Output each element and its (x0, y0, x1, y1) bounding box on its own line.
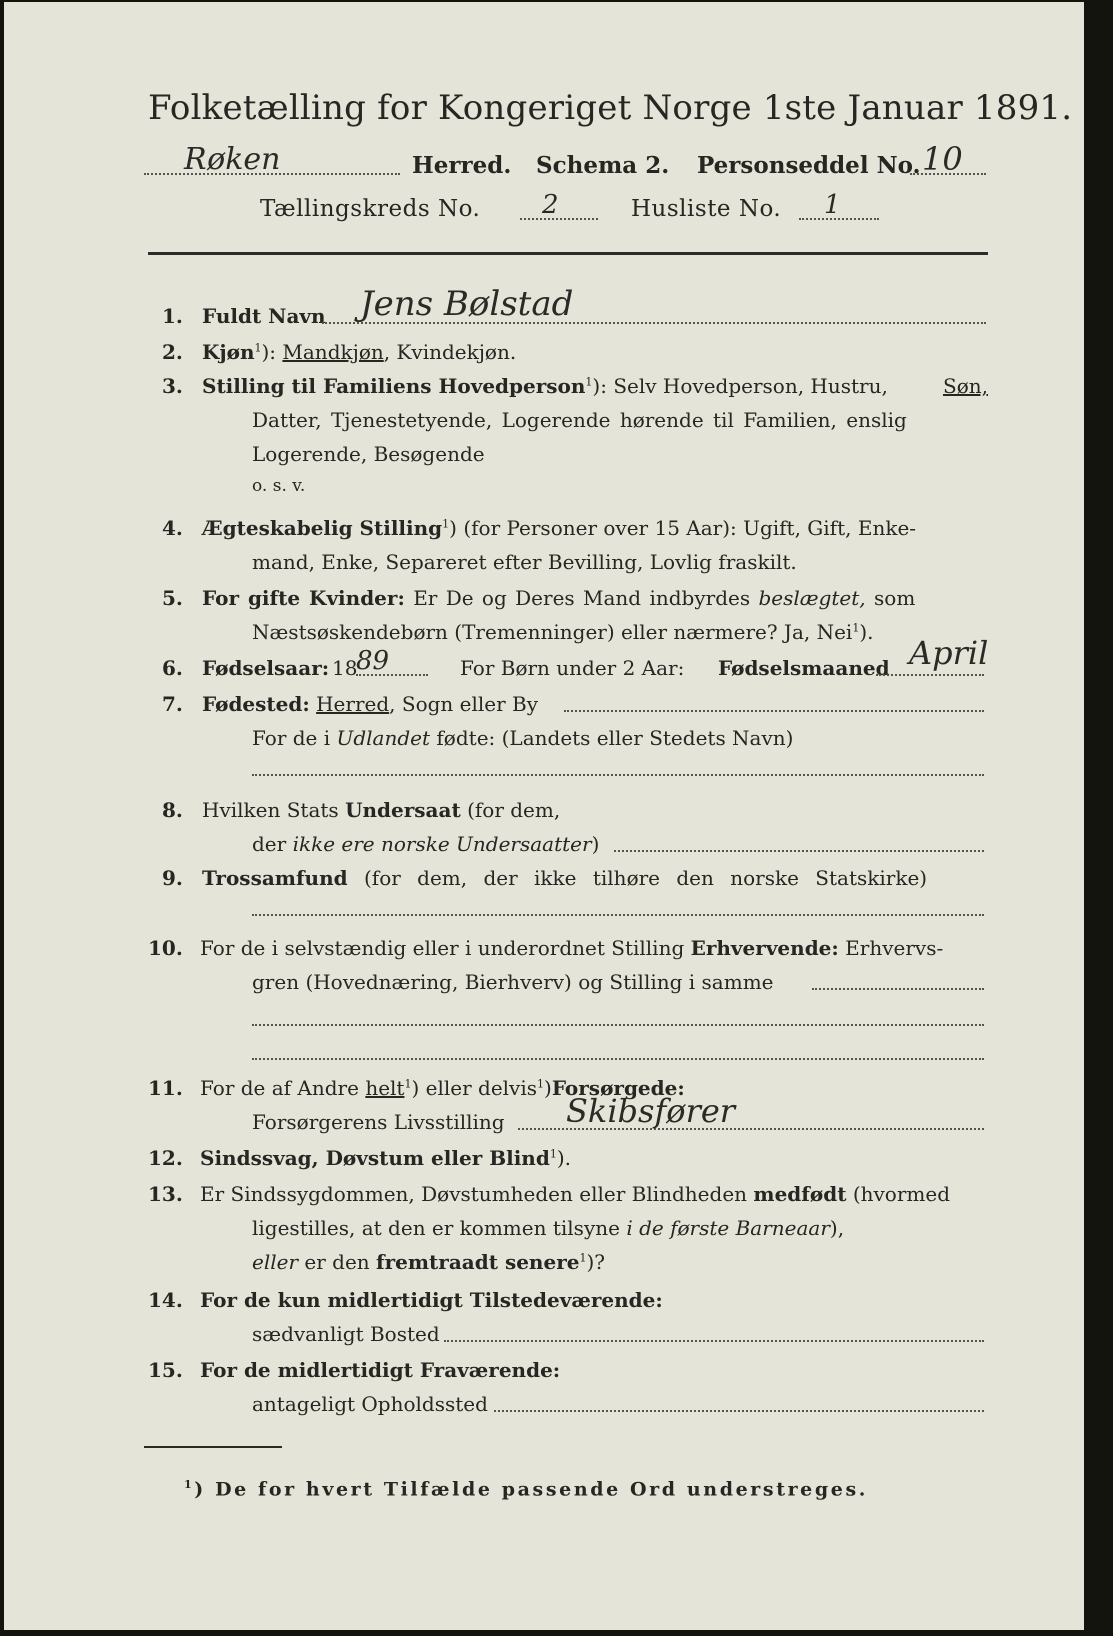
q8-line2 (252, 832, 599, 856)
q7-line1 (202, 692, 538, 716)
taellingskreds-label: Tællingskreds No. (260, 196, 481, 222)
q5-line2-text: Næstsøskendebørn (Tremenninger) eller nærmere? Ja, Nei (252, 620, 853, 644)
schema-label: Schema 2. (536, 152, 670, 179)
q13-line2b: i de første Barneaar (626, 1216, 830, 1240)
q8-line1b: Undersaat (345, 798, 461, 822)
q7-line2a: For de i (252, 726, 331, 750)
q4-line2: mand, Enke, Separeret efter Bevilling, Lovlig fraskilt. (252, 550, 797, 574)
q3-line3: Logerende, Besøgende (252, 442, 485, 466)
form-title: Folketælling for Kongeriget Norge 1ste Januar 1891. (148, 88, 1073, 128)
q5-line2 (252, 620, 873, 644)
q7-label: Fødested: (202, 692, 310, 716)
q7-line2 (252, 726, 793, 750)
q7-line2b: Udlandet (336, 726, 431, 750)
q11-sup-2: 1 (537, 1077, 545, 1091)
q13-line3a: eller (252, 1250, 299, 1274)
q6-month-dotline (876, 674, 984, 676)
q12-end: ). (556, 1146, 571, 1170)
q10-dotline1[interactable] (812, 988, 984, 990)
q11-line1d: Forsørgede: (551, 1076, 685, 1100)
kreds-dotline (520, 218, 598, 220)
q6-label: Fødselsaar: (202, 656, 330, 680)
personseddel-value[interactable]: 10 (922, 140, 963, 178)
q8-line1a: Hvilken Stats (202, 798, 339, 822)
footnote-sup: 1 (184, 1478, 195, 1491)
q8-number: 8. (162, 798, 183, 822)
q6-month-value[interactable]: April (909, 634, 989, 672)
q8-line2b: ikke ere norske Undersaatter (292, 832, 592, 856)
q10-line1a: For de i selvstændig eller i underordnet Stilling (200, 936, 685, 960)
q13-line3d: )? (586, 1250, 605, 1274)
q14-line2: sædvanligt Bosted (252, 1322, 440, 1346)
q14-number: 14. (148, 1288, 183, 1312)
q6-label2: Fødselsmaaned (718, 656, 890, 680)
q5-number: 5. (162, 586, 183, 610)
q2-sup: 1 (254, 341, 262, 355)
q11-number: 11. (148, 1076, 183, 1100)
q3-line1 (202, 374, 888, 398)
q10-dotline2[interactable] (252, 1024, 984, 1026)
q13-line3b: er den (304, 1250, 370, 1274)
q3-label: Stilling til Familiens Hovedperson (202, 374, 586, 398)
q10-number: 10. (148, 936, 183, 960)
q9-dotline[interactable] (252, 914, 984, 916)
q13-line1 (200, 1182, 950, 1206)
q3-sup: 1 (585, 375, 593, 389)
q1-label: Fuldt Navn (202, 304, 326, 328)
q1-name-value[interactable]: Jens Bølstad (360, 284, 574, 324)
q3-line1-text: ): Selv Hovedperson, Hustru, (592, 374, 888, 398)
q12-number: 12. (148, 1146, 183, 1170)
q7-rest: , Sogn eller By (389, 692, 539, 716)
q2-option-mandkjon[interactable]: Mandkjøn (282, 340, 384, 364)
q13-line1a: Er Sindssygdommen, Døvstumheden eller Blindheden (200, 1182, 748, 1206)
q8-line1 (202, 798, 560, 822)
q8-dotline[interactable] (614, 850, 984, 852)
q15-line2: antageligt Opholdssted (252, 1392, 488, 1416)
q4-label: Ægteskabelig Stilling (202, 516, 443, 540)
q3-line4: o. s. v. (252, 476, 306, 496)
q5-sup: 1 (852, 621, 860, 635)
q2-option-kvindekjon[interactable]: , Kvindekjøn. (383, 340, 517, 364)
q11-line2: Forsørgerens Livsstilling (252, 1110, 505, 1134)
q3-number: 3. (162, 374, 183, 398)
q11-option-helt[interactable]: helt (365, 1076, 405, 1100)
q8-line1c: (for dem, (467, 798, 561, 822)
q4-number: 4. (162, 516, 183, 540)
q15-dotline[interactable] (494, 1410, 984, 1412)
q7-line2c: fødte: (Landets eller Stedets Navn) (436, 726, 794, 750)
q9-label: Trossamfund (202, 866, 348, 890)
q13-sup: 1 (579, 1251, 587, 1265)
q10-line1c: Erhvervs- (845, 936, 944, 960)
husliste-value[interactable]: 1 (824, 190, 841, 220)
q3-option-son[interactable]: Søn, (943, 374, 988, 398)
q5-line2-end: ). (859, 620, 874, 644)
q1-number: 1. (162, 304, 183, 328)
q15-number: 15. (148, 1358, 183, 1382)
q4-line1-text: ) (for Personer over 15 Aar): Ugift, Gift, Enke- (449, 516, 917, 540)
q11-line1b[interactable]: ) eller delvis (411, 1076, 538, 1100)
q13-line1c: (hvormed (852, 1182, 950, 1206)
q13-line2a: ligestilles, at den er kommen tilsyne (252, 1216, 620, 1240)
personseddel-label: Personseddel No. (697, 152, 921, 179)
q13-line2 (252, 1216, 844, 1240)
q15-label: For de midlertidigt Fraværende: (200, 1358, 561, 1382)
q2-rest: ): (261, 340, 283, 364)
q11-sup: 1 (404, 1077, 412, 1091)
q9-rest: (for dem, der ikke tilhøre den norske Statskirke) (363, 866, 928, 890)
q9-number: 9. (162, 866, 183, 890)
q5-label: For gifte Kvinder: (202, 586, 405, 610)
q10-line1b: Erhvervende: (690, 936, 839, 960)
q2-line (202, 340, 516, 364)
q4-sup: 1 (442, 517, 450, 531)
q8-line2c: ) (591, 832, 600, 856)
q2-label: Kjøn (202, 340, 255, 364)
q5-line1b: beslægtet, (758, 586, 866, 610)
q2-number: 2. (162, 340, 183, 364)
q13-line3 (252, 1250, 605, 1274)
herred-value[interactable]: Røken (184, 142, 281, 177)
q12-sup: 1 (549, 1147, 557, 1161)
q11-line1a: For de af Andre (200, 1076, 359, 1100)
q7-blank-dotline[interactable] (252, 774, 984, 776)
q5-line1a: Er De og Deres Mand indbyrdes (413, 586, 751, 610)
q7-number: 7. (162, 692, 183, 716)
q10-dotline3[interactable] (252, 1058, 984, 1060)
q14-label: For de kun midlertidigt Tilstedeværende: (200, 1288, 663, 1312)
q14-dotline[interactable] (444, 1340, 984, 1342)
footnote-rule (144, 1446, 282, 1448)
q13-line1b: medfødt (753, 1182, 847, 1206)
q6-year-prefix: 18 (332, 656, 358, 680)
census-form-page (4, 2, 1084, 1630)
q6-mid: For Børn under 2 Aar: (460, 656, 685, 680)
q11-value[interactable]: Skibsfører (566, 1092, 736, 1130)
q4-line1 (202, 516, 916, 540)
q3-line2: Datter, Tjenestetyende, Logerende hørende til Familien, enslig (252, 408, 907, 432)
footnote-text: ) De for hvert Tilfælde passende Ord understreges. (194, 1478, 868, 1501)
q12-line (200, 1146, 571, 1170)
q13-line2c: ), (829, 1216, 845, 1240)
q10-line2: gren (Hovednæring, Bierhverv) og Stilling i samme (252, 970, 774, 994)
q5-line1 (202, 586, 915, 610)
q11-line1c: ) (544, 1076, 552, 1100)
footnote (184, 1478, 868, 1500)
kreds-value[interactable]: 2 (542, 190, 559, 220)
husliste-label: Husliste No. (631, 196, 782, 222)
q13-number: 13. (148, 1182, 183, 1206)
q6-year-value[interactable]: 89 (356, 646, 390, 676)
q7-option-herred[interactable]: Herred (316, 692, 390, 716)
header-rule (148, 252, 988, 255)
q7-dotline (564, 710, 984, 712)
q6-number: 6. (162, 656, 183, 680)
herred-label: Herred. (412, 152, 512, 179)
q8-line2a: der (252, 832, 287, 856)
q5-line1c: som (874, 586, 916, 610)
q10-line1 (200, 936, 943, 960)
q13-line3c: fremtraadt senere (376, 1250, 580, 1274)
q12-label: Sindssvag, Døvstum eller Blind (200, 1146, 550, 1170)
q9-line (202, 866, 927, 890)
